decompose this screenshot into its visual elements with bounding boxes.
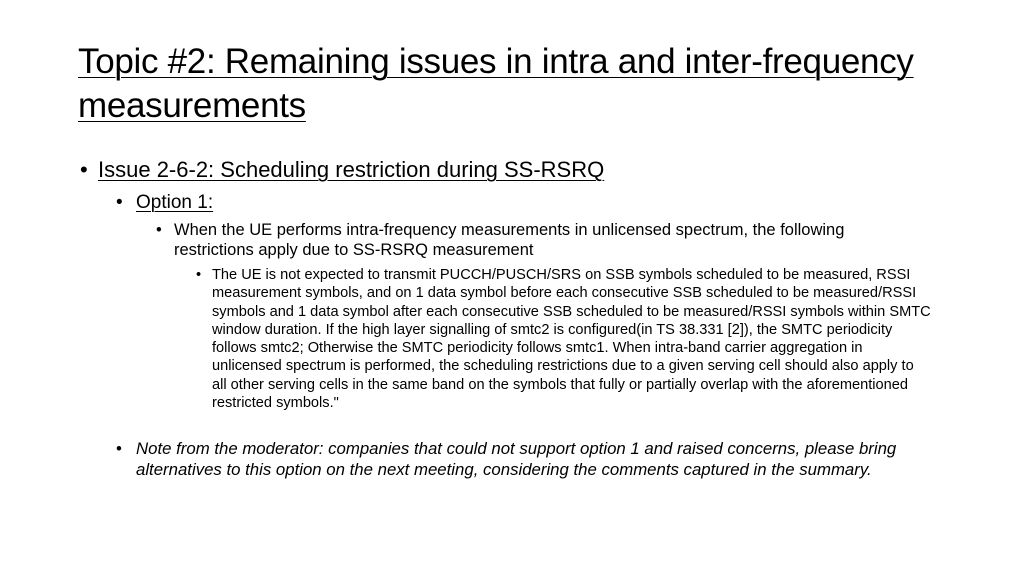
bullet-icon: • [156, 221, 162, 239]
bullet-icon: • [116, 192, 123, 213]
condition-text: When the UE performs intra-frequency measurements in unlicensed spectrum, the following restrictions apply due to SS-RSRQ measurement [174, 221, 845, 259]
issue-bullet-item [80, 156, 960, 184]
slide-title: Topic #2: Remaining issues in intra and inter-frequency measurements [78, 42, 914, 125]
bullet-icon: • [80, 157, 88, 182]
condition-bullet-item [156, 220, 916, 260]
issue-label: Issue 2-6-2: Scheduling restriction during SS-RSRQ [98, 157, 605, 182]
moderator-note-bullet-item [116, 438, 936, 480]
bullet-icon: • [116, 439, 122, 458]
moderator-note [136, 438, 936, 480]
restriction-text: The UE is not expected to transmit PUCCH/PUSCH/SRS on SSB symbols scheduled to be measured, RSSI measurement symbols, and on 1 data symbol before each consecutive SSB scheduled to be measured/RSSI symbols and 1 data symbol after each consecutive SSB scheduled to be measured/RSSI symbols within SMTC window duration. If the high layer signalling of smtc2 is configured(in TS 38.331 [2]), the SMTC periodicity follows smtc2; Otherwise the SMTC periodicity follows smtc1. When intra-band carrier aggregation in unlicensed spectrum is performed, the scheduling restrictions due to a given serving cell should also apply to all other serving cells in the same band on the symbols that fully or partially overlap with the aforementioned restricted symbols." [212, 267, 931, 412]
restriction-bullet-item [196, 266, 931, 412]
bullet-icon: • [196, 267, 202, 283]
option-bullet-item [116, 191, 936, 215]
option-label: Option 1: [136, 192, 214, 213]
note-text: Note from the moderator: companies that could not support option 1 and raised concerns, please bring alternatives to this option on the next meeting, considering the comments captured in the summary. [136, 439, 897, 479]
